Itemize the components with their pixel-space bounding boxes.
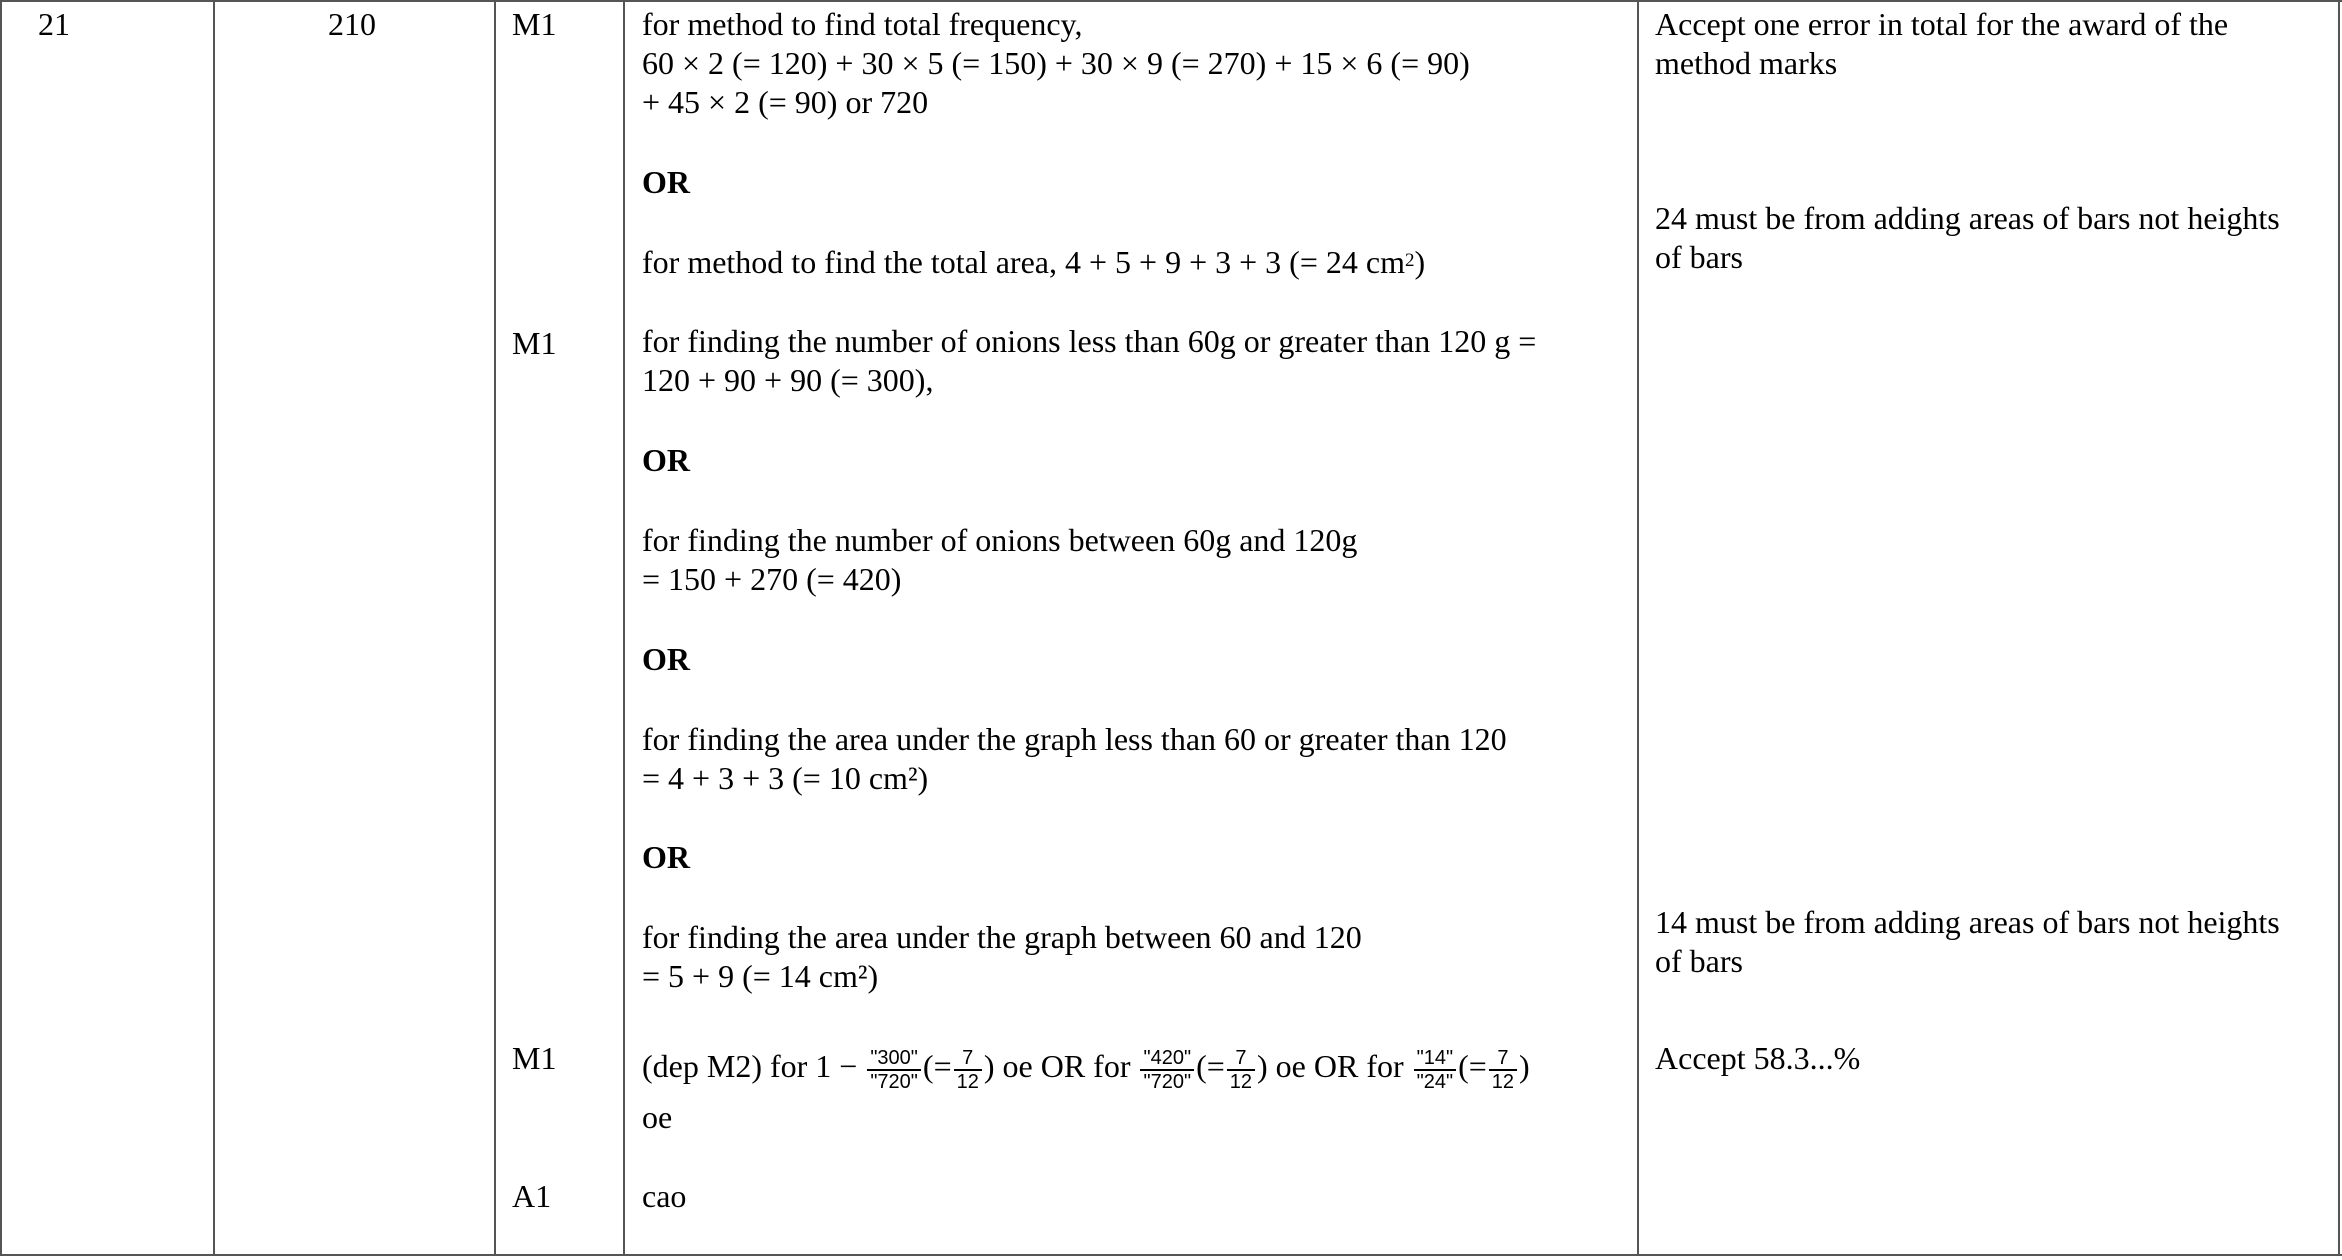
- column-border: [494, 0, 496, 1256]
- fraction-denominator: 12: [1229, 1070, 1253, 1093]
- method-total-frequency-line3: + 45 × 2 (= 90) or 720: [642, 84, 929, 120]
- guidance-14-areas-line1: 14 must be from adding areas of bars not heights: [1655, 904, 2280, 940]
- fraction-numerator: "300": [867, 1047, 921, 1071]
- mark-a1: A1: [512, 1178, 552, 1214]
- answer-value: 210: [328, 6, 376, 42]
- guidance-accept-error-line2: method marks: [1655, 45, 1838, 81]
- guidance-24-areas-line1: 24 must be from adding areas of bars not heights: [1655, 200, 2280, 236]
- question-number: 21: [38, 6, 70, 42]
- table-bottom-border: [0, 1254, 2342, 1256]
- dep-mid-second: ) oe OR for: [1257, 1048, 1404, 1084]
- fraction-denominator: 12: [1491, 1070, 1515, 1093]
- fraction-numerator: "14": [1414, 1047, 1456, 1071]
- fraction-7-12: [1227, 1047, 1255, 1093]
- method-total-area-text: for method to find the total area, 4 + 5 + 9 + 3 + 3 (= 24 cm: [642, 244, 1405, 280]
- equals-open: (=: [1196, 1048, 1225, 1084]
- fraction-denominator: "24": [1416, 1070, 1454, 1093]
- finding-area-outside-line1: for finding the area under the graph less than 60 or greater than 120: [642, 721, 1507, 757]
- squared-superscript: 2: [1404, 250, 1415, 271]
- guidance-accept-error-line1: Accept one error in total for the award of the: [1655, 6, 2229, 42]
- or-separator: OR: [642, 164, 690, 200]
- column-border: [213, 0, 215, 1256]
- fraction-420-720: [1140, 1047, 1194, 1093]
- method-total-frequency-line1: for method to find total frequency,: [642, 6, 1083, 42]
- column-border: [0, 0, 2, 1256]
- method-total-area: [642, 243, 1425, 282]
- fraction-14-24: [1414, 1047, 1456, 1093]
- fraction-numerator: 7: [1227, 1047, 1255, 1071]
- mark-m1-third: M1: [512, 1040, 557, 1076]
- fraction-numerator: 7: [954, 1047, 982, 1071]
- mark-m1-first: M1: [512, 6, 557, 42]
- table-top-border: [0, 0, 2342, 2]
- finding-area-outside-line2: = 4 + 3 + 3 (= 10 cm²): [642, 760, 929, 796]
- column-border: [1637, 0, 1639, 1256]
- equals-open: (=: [1458, 1048, 1487, 1084]
- equals-open: (=: [922, 1048, 952, 1084]
- cao-note: cao: [642, 1178, 687, 1214]
- method-total-frequency-line2: 60 × 2 (= 120) + 30 × 5 (= 150) + 30 × 9 (= 270) + 15 × 6 (= 90): [642, 45, 1470, 81]
- dep-mid-first: ) oe OR for: [983, 1048, 1131, 1084]
- oe-note: oe: [642, 1099, 673, 1135]
- finding-area-between-line2: = 5 + 9 (= 14 cm²): [642, 958, 879, 994]
- dep-close: ): [1519, 1048, 1530, 1084]
- finding-onions-between-line1: for finding the number of onions between 60g and 120g: [642, 522, 1358, 558]
- dep-prefix: (dep M2) for 1 −: [642, 1048, 858, 1084]
- guidance-14-areas-line2: of bars: [1655, 943, 1743, 979]
- fraction-7-12: [1489, 1047, 1517, 1093]
- mark-m1-second: M1: [512, 325, 557, 361]
- finding-area-between-line1: for finding the area under the graph between 60 and 120: [642, 919, 1362, 955]
- fraction-denominator: 12: [956, 1070, 979, 1093]
- fraction-numerator: "420": [1140, 1047, 1194, 1071]
- fraction-denominator: "720": [870, 1070, 918, 1093]
- guidance-accept-percentage: Accept 58.3...%: [1655, 1040, 1861, 1076]
- column-border: [623, 0, 625, 1256]
- fraction-denominator: "720": [1143, 1070, 1192, 1093]
- or-separator: OR: [642, 641, 690, 677]
- or-separator: OR: [642, 839, 690, 875]
- finding-onions-outside-line2: 120 + 90 + 90 (= 300),: [642, 362, 934, 398]
- or-separator: OR: [642, 442, 690, 478]
- finding-onions-outside-line1: for finding the number of onions less than 60g or greater than 120 g =: [642, 323, 1537, 359]
- dependent-method-line: [642, 1036, 1530, 1096]
- guidance-24-areas-line2: of bars: [1655, 239, 1743, 275]
- finding-onions-between-line2: = 150 + 270 (= 420): [642, 561, 902, 597]
- fraction-300-720: [867, 1047, 921, 1093]
- column-border: [2338, 0, 2340, 1256]
- fraction-7-12: [954, 1047, 982, 1093]
- fraction-numerator: 7: [1489, 1047, 1517, 1071]
- method-total-area-close: ): [1414, 244, 1426, 280]
